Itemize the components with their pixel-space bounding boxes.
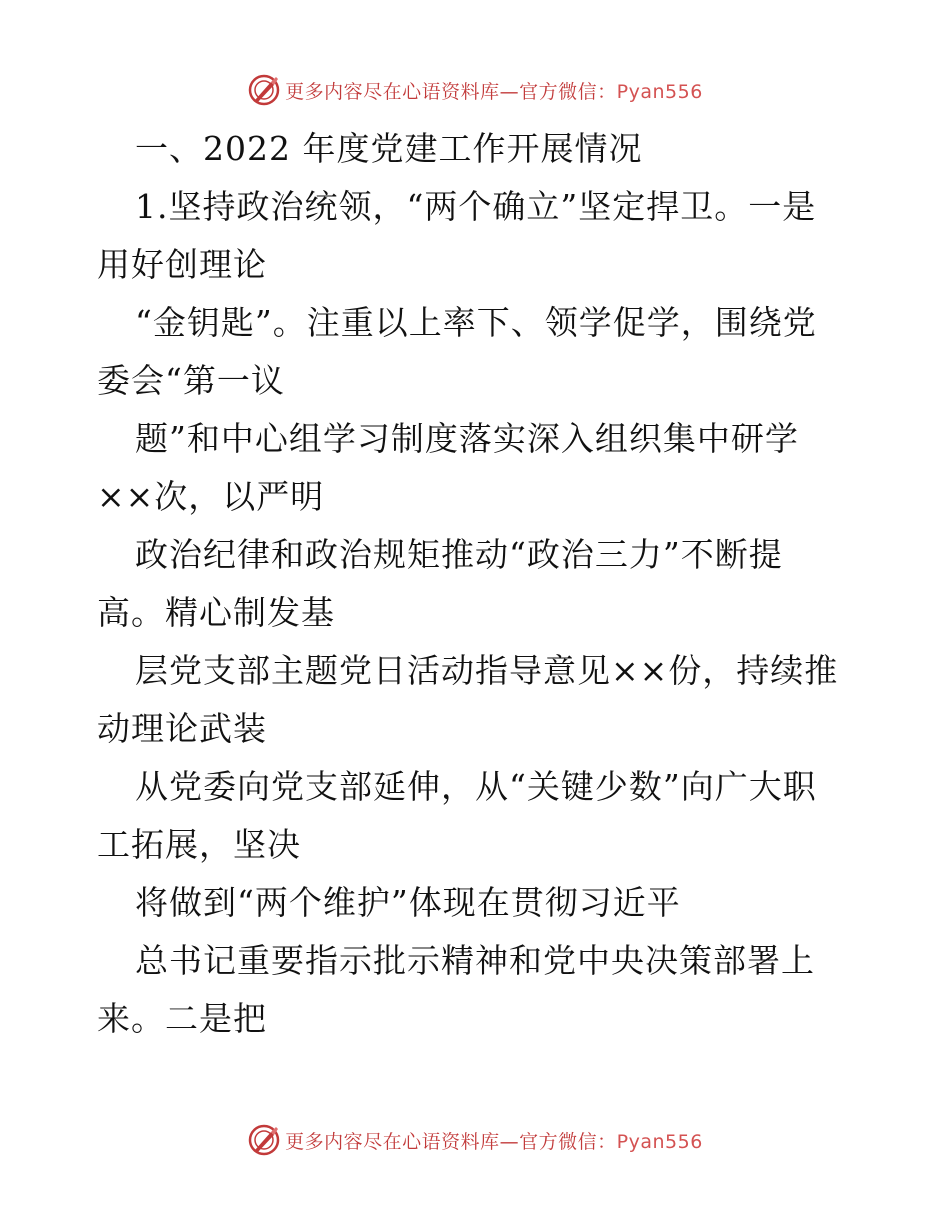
section-heading: 一、2022 年度党建工作开展情况 bbox=[135, 129, 643, 168]
quill-pen-seal-icon bbox=[247, 73, 281, 107]
text-line: 层党支部主题党日活动指导意见××份，持续推 bbox=[135, 651, 839, 690]
text-line: “金钥匙”。注重以上率下、领学促学，围绕党 bbox=[135, 303, 817, 342]
wechat-id: Pyan556 bbox=[616, 80, 703, 103]
text-line: 委会“第一议 bbox=[97, 361, 285, 400]
text-line: 总书记重要指示批示精神和党中央决策部署上 bbox=[135, 941, 815, 980]
banner-text: 更多内容尽在心语资料库—官方微信：Pyan556 bbox=[285, 80, 703, 103]
wechat-id: Pyan556 bbox=[616, 1130, 703, 1153]
text-line: ××次，以严明 bbox=[97, 477, 325, 516]
text-line: 题”和中心组学习制度落实深入组织集中研学 bbox=[135, 419, 799, 458]
footer-banner bbox=[0, 1120, 950, 1160]
quill-pen-seal-icon bbox=[247, 1123, 281, 1157]
text-line: 1.坚持政治统领，“两个确立”坚定捍卫。一是 bbox=[135, 187, 817, 226]
text-line: 高。精心制发基 bbox=[97, 593, 335, 632]
text-line: 动理论武装 bbox=[97, 709, 267, 748]
banner-text: 更多内容尽在心语资料库—官方微信：Pyan556 bbox=[285, 1130, 703, 1153]
document-body bbox=[97, 120, 857, 1048]
text-line: 来。二是把 bbox=[97, 999, 267, 1038]
text-line: 政治纪律和政治规矩推动“政治三力”不断提 bbox=[135, 535, 783, 574]
text-line: 工拓展，坚决 bbox=[97, 825, 301, 864]
text-line: 从党委向党支部延伸，从“关键少数”向广大职 bbox=[135, 767, 817, 806]
text-line: 用好创理论 bbox=[97, 245, 267, 284]
text-line: 将做到“两个维护”体现在贯彻习近平 bbox=[135, 883, 681, 922]
header-banner bbox=[0, 70, 950, 110]
